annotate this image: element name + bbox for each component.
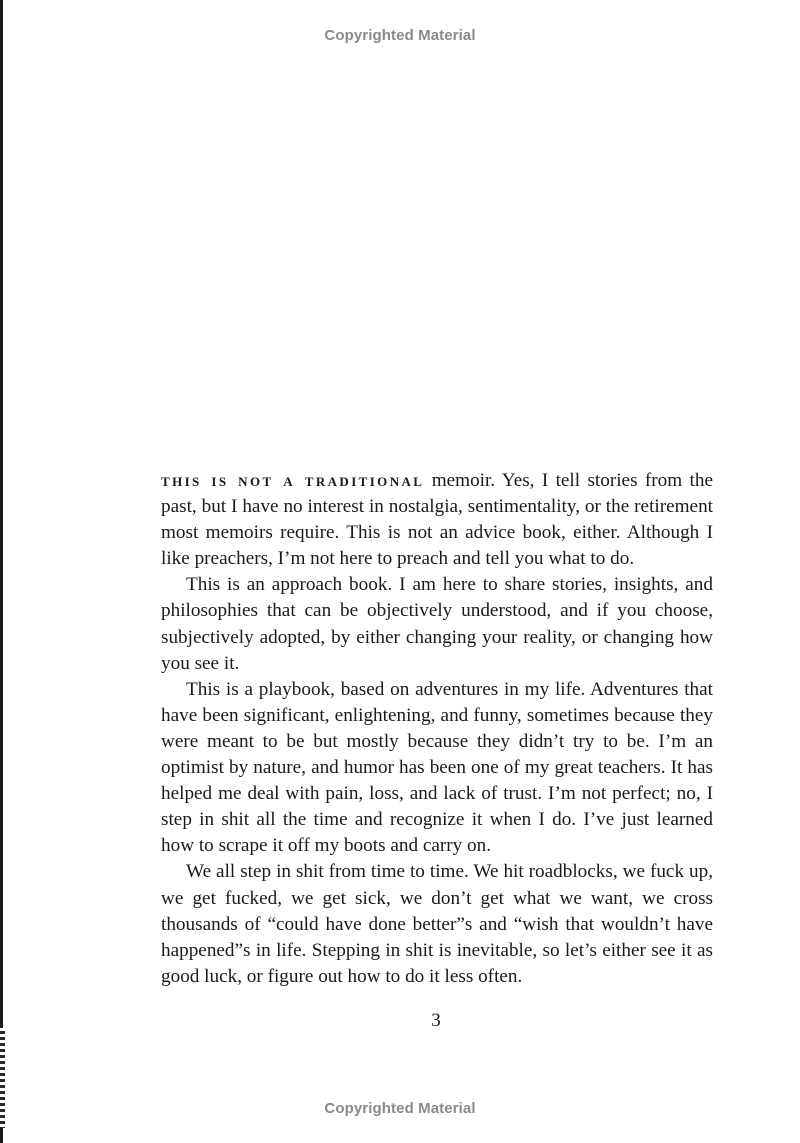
bottom-copyright-watermark: Copyrighted Material — [324, 1100, 476, 1117]
paragraph-3: This is a playbook, based on adventures in my life. Adventures that have been significant, enlightening, and funny, sometimes because they were meant to be but mostly because they didn’t try to be. I’m an optimist by nature, and humor has been one of my great teachers. It has helped me deal with pain, loss, and lack of trust. I’m not perfect; no, I step in shit all the time and recognize it when I do. I’ve just learned how to scrape it off my boots and carry on. — [161, 678, 713, 857]
main-text — [161, 468, 713, 990]
page-number: 3 — [431, 1010, 441, 1031]
paragraph-1 — [161, 468, 713, 572]
paragraph-4: We all step in shit from time to time. We hit roadblocks, we fuck up, we get fucked, we get sick, we don’t get what we want, we cross thousands of “could have done better”s and “wish that wouldn’t have happened”s in life. Stepping in shit is inevitable, so let’s either see it as good luck, or figure out how to do it less often. — [161, 861, 713, 987]
page-edge — [0, 0, 3, 1143]
paragraph-2: This is an approach book. I am here to share stories, insights, and philosophies that can be objectively understood, and if you choose, subjectively adopted, by either changing your reality, or changing how you see it. — [161, 574, 713, 674]
top-copyright-watermark: Copyrighted Material — [324, 27, 476, 44]
opening-smallcaps: this is not a traditional — [161, 470, 425, 491]
paragraph-1-text: memoir. Yes, I tell stories from the past, but I have no interest in nostalgia, sentimentality, or the retirement most memoirs require. This is not an advice book, either. Although I like preachers, I’m not here to preach and tell you what to do. — [161, 470, 713, 570]
